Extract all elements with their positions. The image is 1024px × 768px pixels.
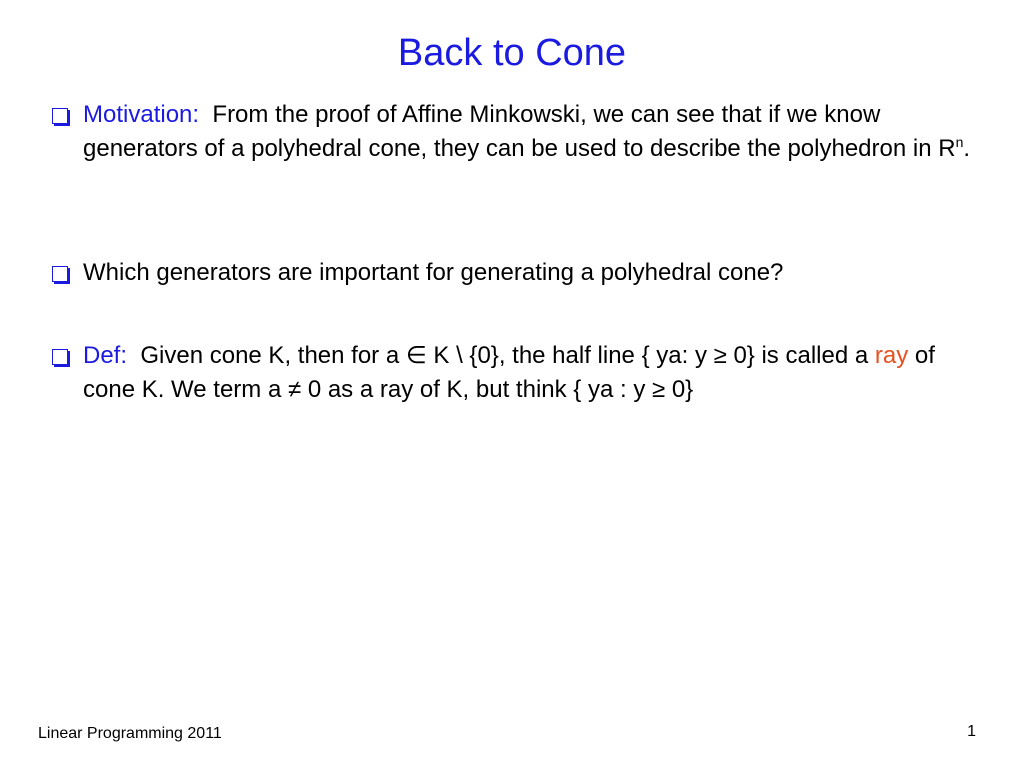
ray-keyword: ray xyxy=(874,342,909,369)
hollow-square-bullet-icon xyxy=(52,108,68,124)
motivation-label: Motivation: xyxy=(83,101,200,128)
slide-title: Back to Cone xyxy=(397,32,627,74)
motivation-body: From the proof of Affine Minkowski, we can see that if we know generators of a polyhedral cone, they can be used to describe the polyhedron in R xyxy=(83,101,956,162)
bullet-question xyxy=(52,256,972,290)
bullet-definition-text xyxy=(83,339,972,407)
superscript-n: n xyxy=(955,134,964,150)
hollow-square-bullet-icon xyxy=(52,266,68,282)
def-body-after-ray: of cone K. We term a ≠ 0 as a ray of K, but think { ya : y ≥ 0} xyxy=(83,342,935,403)
def-label: Def: xyxy=(83,342,128,369)
bullet-motivation xyxy=(52,98,972,166)
footer-course-title: Linear Programming 2011 xyxy=(38,725,222,742)
motivation-period: . xyxy=(963,135,971,162)
def-body-before-ray: Given cone K, then for a ∈ K \ {0}, the half line { ya: y ≥ 0} is called a xyxy=(140,342,869,369)
hollow-square-bullet-icon xyxy=(52,349,68,365)
page-number: 1 xyxy=(967,723,976,740)
question-text: Which generators are important for generating a polyhedral cone? xyxy=(83,259,784,286)
bullet-definition xyxy=(52,339,972,407)
bullet-motivation-text xyxy=(83,98,972,166)
